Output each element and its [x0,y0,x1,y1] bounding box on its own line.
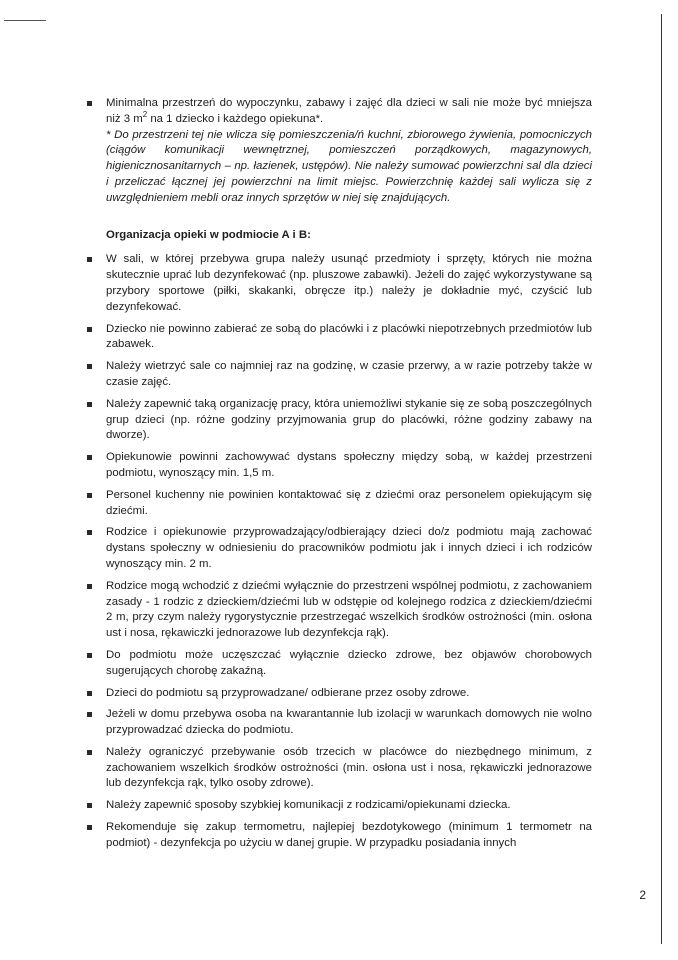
list-item: Rodzice i opiekunowie przyprowadzający/odbierający dzieci do/z podmiotu mają zachować dystans społeczny w odniesieniu do pracowników podmiotu jak i innych dzieci i ich rodziców wynoszący min. 2 m. [86,525,592,572]
list-item: W sali, w której przebywa grupa należy usunąć przedmioty i sprzęty, których nie można skutecznie uprać lub dezynfekować (np. pluszowe zabawki). Jeżeli do zajęć wykorzystywane są przybory sportowe (piłki, skakanki, obręcze itp.) należy je dokładnie myć, czyścić lub dezynfekować. [86,252,592,315]
intro-list [86,96,592,207]
paragraph-text-end: na 1 dziecko i każdego opiekuna*. [147,112,324,125]
superscript: 2 [142,110,148,119]
list-item [86,96,592,207]
list-item: Rodzice mogą wchodzić z dziećmi wyłącznie do przestrzeni wspólnej podmiotu, z zachowaniem zasady - 1 rodzic z dzieckiem/dziećmi lub w odstępie od kolejnego rodzica z dzieckiem/dziećmi 2 m, przy czym należy rygorystycznie przestrzegać wszelkich środków ostrożności (min. osłona ust i nosa, rękawiczki jednorazowe lub dezynfekcja rąk). [86,579,592,642]
rules-list [86,252,592,851]
page-number: 2 [639,888,646,902]
list-item: Rekomenduje się zakup termometru, najlepiej bezdotykowego (minimum 1 termometr na podmiot) - dezynfekcja po użyciu w danej grupie. W przypadku posiadania innych [86,820,592,852]
list-item: Należy zapewnić sposoby szybkiej komunikacji z rodzicami/opiekunami dziecka. [86,798,592,814]
paragraph-text: Minimalna przestrzeń do wypoczynku, zabawy i zajęć dla dzieci w sali nie może być mniejsza niż 3 m [106,97,592,125]
list-item: Należy ograniczyć przebywanie osób trzecich w placówce do niezbędnego minimum, z zachowaniem wszelkich środków ostrożności (min. osłona ust i nosa, rękawiczki jednorazowe lub dezynfekcja rąk, tylko osoby zdrowe). [86,745,592,792]
list-item: Dzieci do podmiotu są przyprowadzane/ odbierane przez osoby zdrowe. [86,686,592,702]
document-body [86,96,592,858]
section-heading: Organizacja opieki w podmiocie A i B: [106,228,311,241]
list-item: Należy wietrzyć sale co najmniej raz na godzinę, w czasie przerwy, a w razie potrzeby także w czasie zajęć. [86,359,592,391]
scan-artifact-line [4,20,46,21]
list-item: Do podmiotu może uczęszczać wyłącznie dziecko zdrowe, bez objawów chorobowych sugerujących chorobę zakaźną. [86,648,592,680]
footnote-text: * Do przestrzeni tej nie wlicza się pomieszczenia/ń kuchni, zbiorowego żywienia, pomocniczych (ciągów komunikacji wewnętrznej, pomieszczeń porządkowych, magazynowych, higienicznosanitarnych – np. łazienek, ustępów). Nie należy sumować powierzchni sal dla dzieci i przeliczać łącznej jej powierzchni na limit miejsc. Powierzchnię każdej sali wylicza się z uwzględnieniem mebli oraz innych sprzętów w niej się znajdujących. [106,128,592,204]
list-item: Należy zapewnić taką organizację pracy, która uniemożliwi stykanie się ze sobą poszczególnych grup dzieci (np. różne godziny przyjmowania grup do placówki, różne godziny zabawy na dworze). [86,397,592,444]
list-item: Dziecko nie powinno zabierać ze sobą do placówki i z placówki niepotrzebnych przedmiotów lub zabawek. [86,322,592,354]
list-item: Jeżeli w domu przebywa osoba na kwarantannie lub izolacji w warunkach domowych nie wolno przyprowadzać dziecka do podmiotu. [86,707,592,739]
list-item: Opiekunowie powinni zachowywać dystans społeczny między sobą, w każdej przestrzeni podmiotu, wynoszący min. 1,5 m. [86,450,592,482]
scan-edge-line [661,14,662,944]
list-item: Personel kuchenny nie powinien kontaktować się z dziećmi oraz personelem opiekującym się dziećmi. [86,488,592,520]
